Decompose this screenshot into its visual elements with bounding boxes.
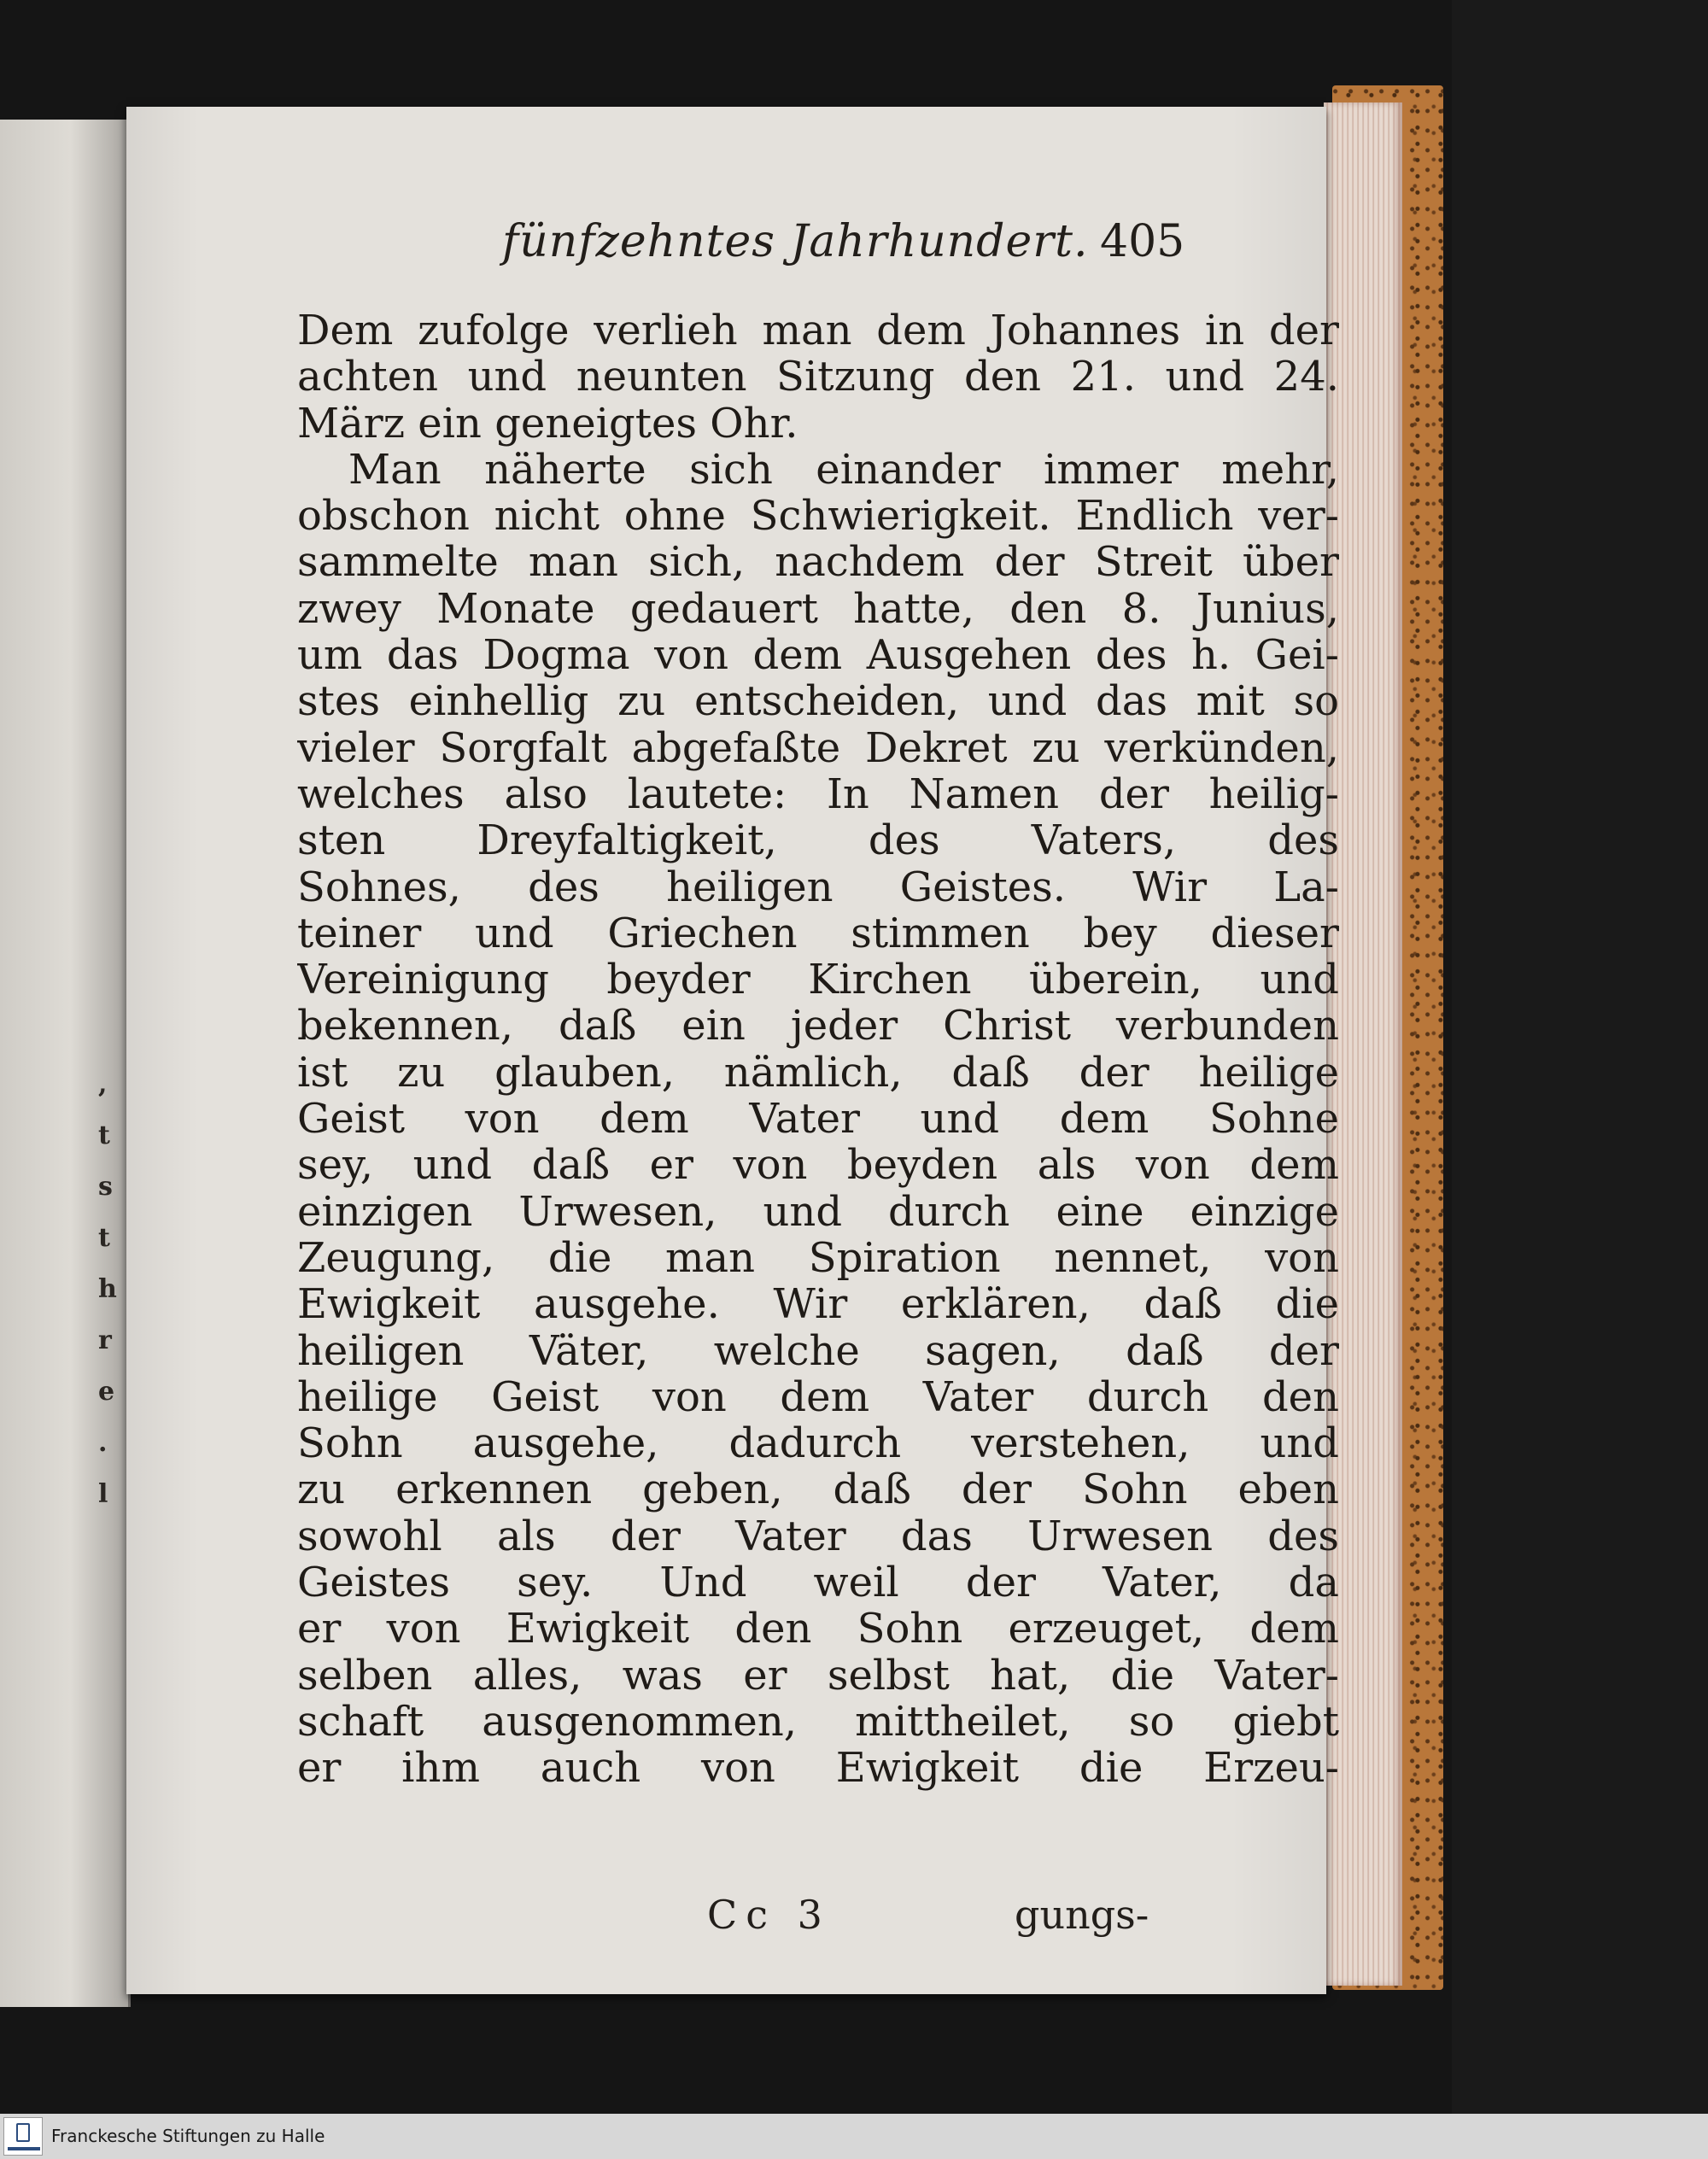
left-mark: .	[98, 1428, 108, 1458]
text-line: Geistes sey. Und weil der Vater, da	[297, 1559, 1339, 1606]
logo-caption	[8, 2147, 40, 2150]
left-mark: r	[98, 1325, 112, 1355]
viewer-footer-bar	[0, 2114, 1708, 2159]
text-line: welches also lautete: In Namen der heilig-	[297, 770, 1339, 818]
page-header	[126, 216, 1326, 284]
text-line: um das Dogma von dem Ausgehen des h. Gei-	[297, 632, 1339, 679]
left-page-line-ends	[98, 1059, 124, 1520]
text-line: zu erkennen geben, daß der Sohn eben	[297, 1466, 1339, 1513]
text-line: März ein geneigtes Ohr.	[297, 400, 798, 447]
left-mark: h	[98, 1274, 117, 1304]
left-mark: t	[98, 1120, 110, 1150]
page-number: 405	[1100, 216, 1185, 267]
text-line: bekennen, daß ein jeder Christ verbunden	[297, 1003, 1339, 1050]
dark-backdrop	[1452, 0, 1708, 2114]
text-line: Zeugung, die man Spiration nennet, von	[297, 1234, 1339, 1282]
text-line: teiner und Griechen stimmen bey dieser	[297, 910, 1339, 957]
text-line: Vereinigung beyder Kirchen überein, und	[297, 957, 1339, 1003]
institution-logo-icon	[3, 2117, 43, 2156]
logo-emblem	[16, 2123, 30, 2142]
left-mark: s	[98, 1172, 113, 1202]
text-line: Man näherte sich einander immer mehr,	[348, 446, 1339, 494]
left-mark: ,	[98, 1069, 108, 1099]
text-line: selben alles, was er selbst hat, die Vater-	[297, 1652, 1339, 1699]
left-mark: t	[98, 1223, 110, 1253]
text-line: sey, und daß er von beyden als von dem	[297, 1142, 1339, 1189]
text-line: schaft ausgenommen, mittheilet, so giebt	[297, 1698, 1339, 1746]
text-line: einzigen Urwesen, und durch eine einzige	[297, 1188, 1339, 1235]
left-mark: e	[98, 1377, 115, 1407]
text-line: er ihm auch von Ewigkeit die Erzeu-	[297, 1745, 1339, 1792]
institution-name: Franckesche Stiftungen zu Halle	[51, 2126, 325, 2146]
text-line: Sohn ausgehe, dadurch verstehen, und	[297, 1420, 1339, 1467]
text-line: sammelte man sich, nachdem der Streit über	[297, 539, 1339, 586]
text-line: sten Dreyfaltigkeit, des Vaters, des	[297, 817, 1339, 864]
text-line: Ewigkeit ausgehe. Wir erklären, daß die	[297, 1281, 1339, 1328]
text-line: heiligen Väter, welche sagen, daß der	[297, 1327, 1339, 1374]
book-page	[126, 107, 1339, 1994]
text-line: ist zu glauben, nämlich, daß der heilige	[297, 1049, 1339, 1097]
text-line: obschon nicht ohne Schwierigkeit. Endlich ver-	[297, 493, 1339, 540]
left-page-fragment	[0, 120, 131, 2007]
text-line: achten und neunten Sitzung den 21. und 24.	[297, 354, 1339, 401]
page-footer	[126, 1892, 1326, 1943]
catchword: gungs-	[1015, 1892, 1149, 1938]
text-line: zwey Monate gedauert hatte, den 8. Junius,	[297, 585, 1339, 633]
left-mark: l	[98, 1479, 108, 1509]
text-line: Dem zufolge verlieh man dem Johannes in der	[297, 307, 1339, 354]
text-line: sowohl als der Vater das Urwesen des	[297, 1512, 1339, 1560]
text-line: stes einhellig zu entscheiden, und das mit so	[297, 678, 1339, 725]
text-line: heilige Geist von dem Vater durch den	[297, 1373, 1339, 1421]
text-line: Sohnes, des heiligen Geistes. Wir La-	[297, 863, 1339, 910]
text-line: er von Ewigkeit den Sohn erzeuget, dem	[297, 1606, 1339, 1653]
signature-mark: Cc 3	[707, 1892, 831, 1938]
text-line: Geist von dem Vater und dem Sohne	[297, 1096, 1339, 1143]
page-body-text	[297, 307, 1339, 1792]
text-line: vieler Sorgfalt abgefaßte Dekret zu verkünden,	[297, 724, 1339, 771]
running-title: fünfzehntes Jahrhundert.	[502, 216, 1089, 267]
